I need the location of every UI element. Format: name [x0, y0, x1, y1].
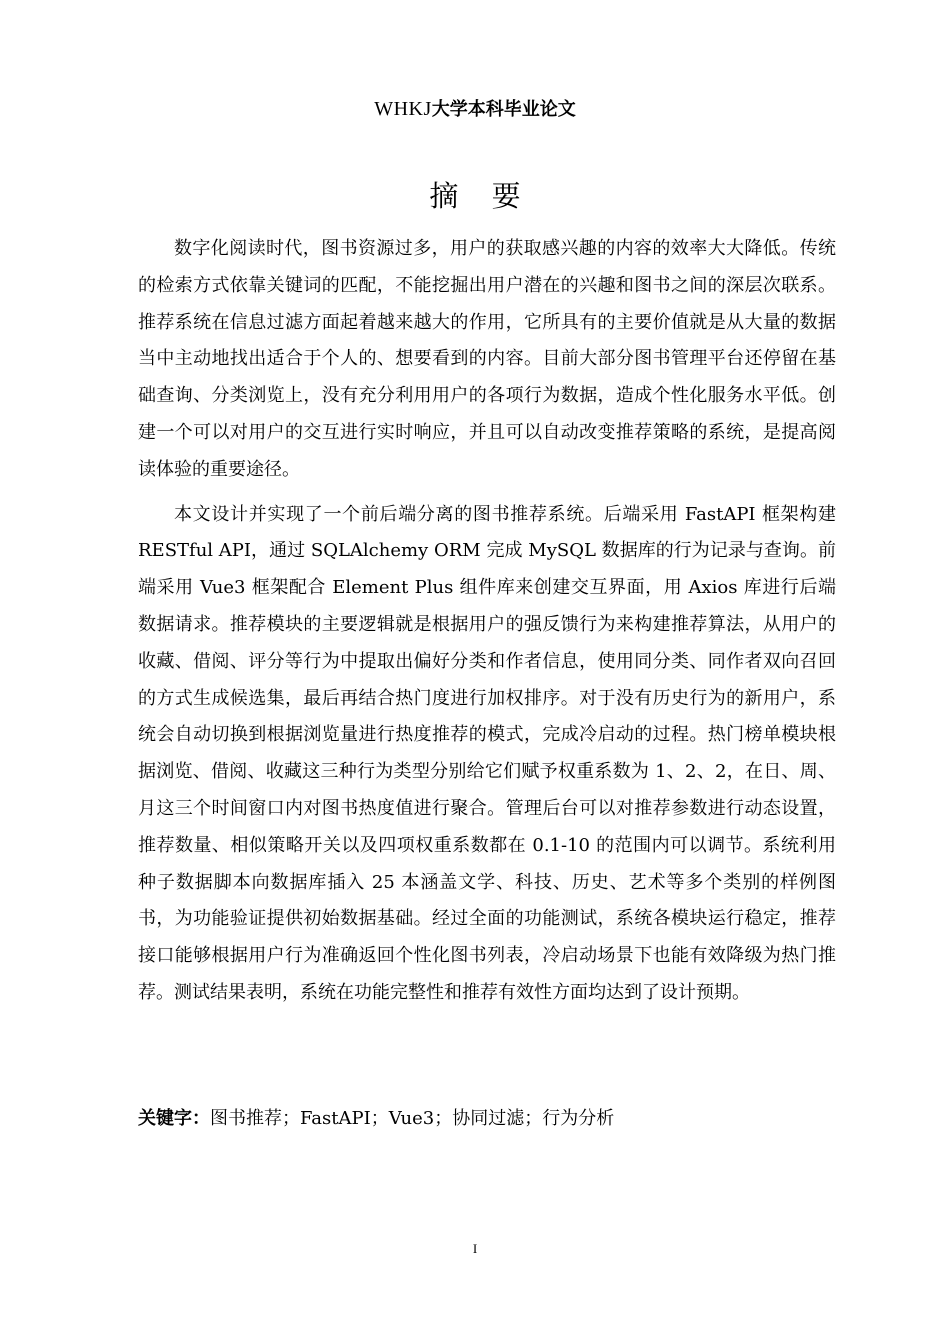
abstract-title: 摘 要	[429, 179, 533, 213]
header-university-code: WHKJ	[374, 98, 432, 120]
keywords-line	[138, 1102, 836, 1136]
header-thesis-type: 大学本科毕业论文	[431, 99, 576, 120]
abstract-paragraph-1: 数字化阅读时代，图书资源过多，用户的获取感兴趣的内容的效率大大降低。传统的检索方式依靠关键词的匹配，不能挖掘出用户潜在的兴趣和图书之间的深层次联系。推荐系统在信息过滤方面起着越来越大的作用，它所具有的主要价值就是从大量的数据当中主动地找出适合于个人的、想要看到的内容。目前大部分图书管理平台还停留在基础查询、分类浏览上，没有充分利用用户的各项行为数据，造成个性化服务水平低。创建一个可以对用户的交互进行实时响应，并且可以自动改变推荐策略的系统，是提高阅读体验的重要途径。	[138, 238, 836, 480]
abstract-paragraph-2: 本文设计并实现了一个前后端分离的图书推荐系统。后端采用 FastAPI 框架构建 RESTful API，通过 SQLAlchemy ORM 完成 MySQL 数据库的行为记录与查询。前端采用 Vue3 框架配合 Element Plus 组件库来创建交互界面，用 Axios 库进行后端数据请求。推荐模块的主要逻辑就是根据用户的强反馈行为来构建推荐算法，从用户的收藏、借阅、评分等行为中提取出偏好分类和作者信息，使用同分类、同作者双向召回的方式生成候选集，最后再结合热门度进行加权排序。对于没有历史行为的新用户，系统会自动切换到根据浏览量进行热度推荐的模式，完成冷启动的过程。热门榜单模块根据浏览、借阅、收藏这三种行为类型分别给它们赋予权重系数为 1、2、2，在日、周、月这三个时间窗口内对图书热度值进行聚合。管理后台可以对推荐参数进行动态设置，推荐数量、相似策略开关以及四项权重系数都在 0.1-10 的范围内可以调节。系统利用种子数据脚本向数据库插入 25 本涵盖文学、科技、历史、艺术等多个类别的样例图书，为功能验证提供初始数据基础。经过全面的功能测试，系统各模块运行稳定，推荐接口能够根据用户行为准确返回个性化图书列表，冷启动场景下也能有效降级为热门推荐。测试结果表明，系统在功能完整性和推荐有效性方面均达到了设计预期。	[138, 503, 836, 1003]
page-number: I	[472, 1241, 478, 1256]
thesis-header	[0, 95, 950, 124]
keywords-value: 图书推荐；FastAPI；Vue3；协同过滤；行为分析	[210, 1108, 615, 1129]
abstract-body	[138, 231, 836, 1012]
keywords-label: 关键字：	[138, 1108, 210, 1129]
